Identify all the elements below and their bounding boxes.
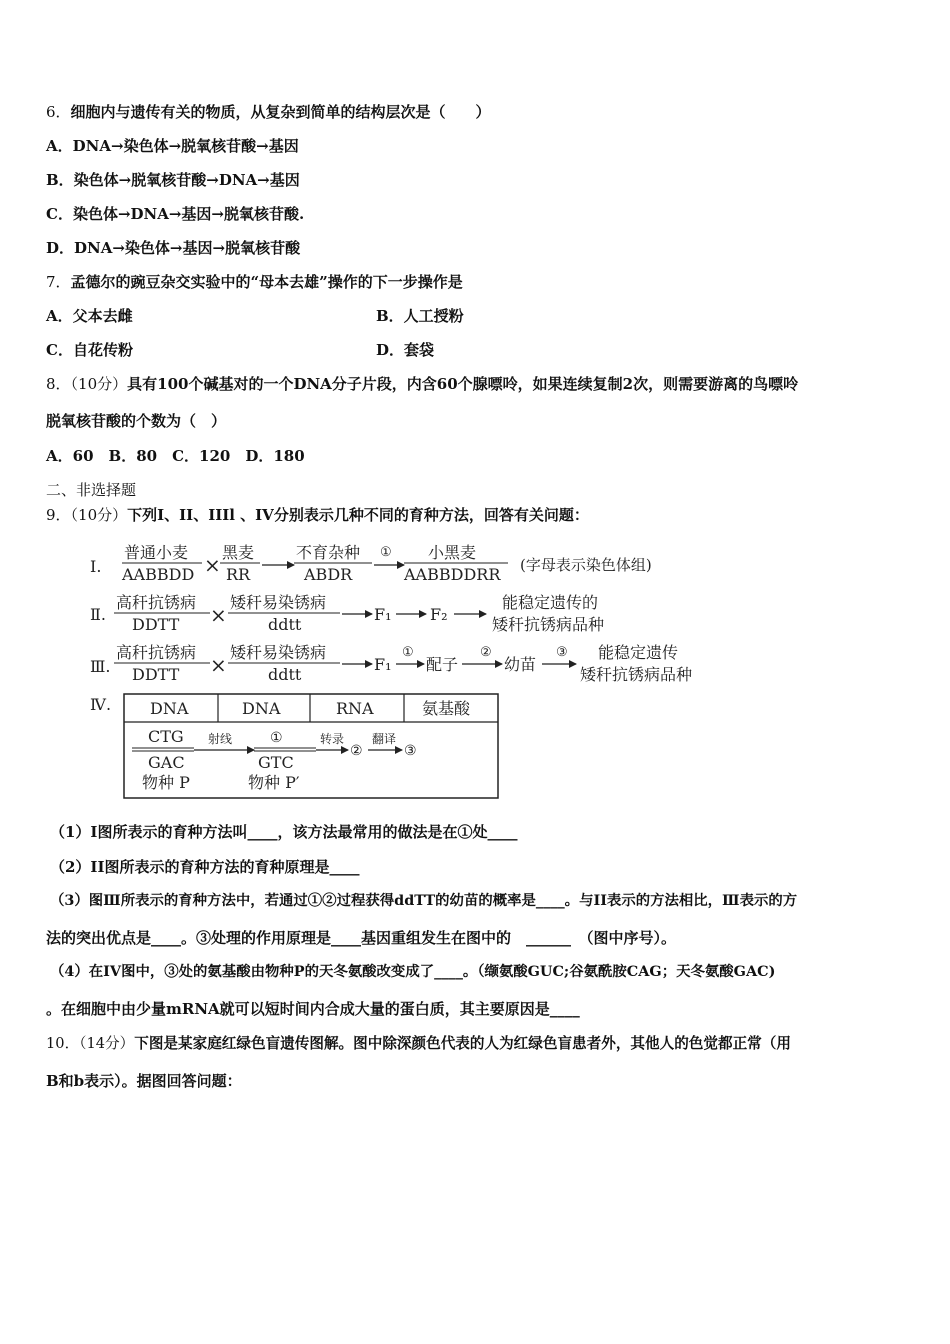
row4-mutation-site: ① bbox=[270, 730, 283, 746]
q7-stem: 孟德尔的豌豆杂交实验中的“母本去雄”操作的下一步操作是 bbox=[70, 273, 463, 291]
q6-stem: 细胞内与遗传有关的物质，从复杂到简单的结构层次是（ ） bbox=[70, 103, 491, 121]
row1-cross-sign: × bbox=[204, 553, 221, 577]
breeding-methods-figure bbox=[82, 538, 722, 802]
row4-species-p: 物种 P bbox=[142, 773, 190, 792]
row1-hybrid-genome: ABDR bbox=[304, 565, 353, 584]
q8-number: 8．（10分） bbox=[46, 375, 128, 393]
row4-strand-bottom-1: GAC bbox=[148, 753, 185, 772]
q7-stem-line bbox=[46, 272, 463, 292]
row1-hybrid-name: 不育杂种 bbox=[296, 543, 361, 562]
row2-result-2: 矮秆抗锈病品种 bbox=[492, 615, 605, 634]
section-heading: 二、非选择题 bbox=[46, 481, 137, 499]
row4-species-p-prime: 物种 P′ bbox=[248, 773, 300, 792]
row1-label: Ⅰ. bbox=[90, 557, 102, 576]
row4-translation-label: 翻译 bbox=[372, 732, 397, 746]
q7-option-c: C．自花传粉 bbox=[46, 341, 133, 359]
q7-option-a: A．父本去雌 bbox=[46, 307, 133, 325]
q7-option-d: D．套袋 bbox=[376, 341, 435, 359]
q8-stem-2: 脱氧核苷酸的个数为（ ） bbox=[46, 412, 227, 430]
row4-ray-label: 射线 bbox=[208, 732, 233, 746]
q9-subquestion-4b: 。在细胞中由少量mRNA就可以短时间内合成大量的蛋白质，其主要原因是____ bbox=[46, 1000, 580, 1018]
row4-strand-top-1: CTG bbox=[148, 727, 184, 746]
row3-step-3: ③ bbox=[556, 645, 568, 660]
row3-parent-b-name: 矮秆易染锈病 bbox=[230, 643, 327, 662]
row3-label: Ⅲ. bbox=[90, 657, 111, 676]
row2-cross-sign: × bbox=[210, 603, 227, 627]
row2-parent-b-name: 矮秆易染锈病 bbox=[230, 593, 327, 612]
row3-step-2: ② bbox=[480, 645, 492, 660]
q8-options: A．60 B．80 C．120 D．180 bbox=[46, 447, 305, 465]
row1-product-genome: AABBDDRR bbox=[404, 565, 501, 584]
row3-result-1: 能稳定遗传 bbox=[598, 643, 679, 662]
q10-stem-2: B和b表示）。据图回答问题： bbox=[46, 1072, 242, 1090]
q9-subquestion-4a: （4）在IV图中，③处的氨基酸由物种P的天冬氨酸改变成了____。（缬氨酸GUC;谷氨酰胺CAG；天冬氨酸GAC) bbox=[50, 963, 776, 980]
row2-parent-a-name: 高秆抗锈病 bbox=[116, 593, 197, 612]
row1-parent-b-name: 黑麦 bbox=[222, 543, 255, 562]
row4-header-amino-acid: 氨基酸 bbox=[422, 699, 471, 718]
row1-step-1: ① bbox=[380, 545, 392, 560]
q8-stem-line bbox=[46, 374, 798, 394]
row2-result-1: 能稳定遗传的 bbox=[502, 593, 599, 612]
row1-parent-a-name: 普通小麦 bbox=[124, 543, 189, 562]
q7-option-b: B．人工授粉 bbox=[376, 307, 464, 325]
row3-parent-b-genotype: ddtt bbox=[268, 665, 302, 684]
q9-subquestion-2: （2）II图所表示的育种方法的育种原理是____ bbox=[50, 858, 360, 876]
row4-header-dna-1: DNA bbox=[150, 699, 189, 718]
q9-subquestion-3a: （3）图Ⅲ所表示的育种方法中，若通过①②过程获得ddTT的幼苗的概率是____。与II表示的方法相比，Ⅲ表示的方 bbox=[50, 892, 798, 909]
q10-stem-line bbox=[46, 1034, 791, 1054]
row4-transcription-label: 转录 bbox=[320, 732, 345, 746]
q9-stem-line bbox=[46, 505, 589, 525]
row1-product-name: 小黑麦 bbox=[428, 543, 477, 562]
q6-option-b: B．染色体→脱氧核苷酸→DNA→基因 bbox=[46, 171, 300, 189]
row3-seedling: 幼苗 bbox=[504, 655, 537, 674]
row4-strand-bottom-2: GTC bbox=[258, 753, 294, 772]
q7-number: 7． bbox=[46, 273, 71, 291]
q8-stem-1: 具有100个碱基对的一个DNA分子片段，内含60个腺嘌呤，如果连续复制2次，则需要游离的鸟嘌呤 bbox=[127, 375, 799, 393]
row3-step-1: ① bbox=[402, 645, 414, 660]
q10-number: 10．（14分） bbox=[46, 1035, 135, 1052]
q6-option-a: A．DNA→染色体→脱氧核苷酸→基因 bbox=[46, 137, 299, 155]
q6-stem-line bbox=[46, 102, 491, 122]
row1-parent-a-genome: AABBDD bbox=[122, 565, 195, 584]
row2-f1: F₁ bbox=[374, 605, 392, 624]
row1-parent-b-genome: RR bbox=[226, 565, 251, 584]
q6-option-c: C．染色体→DNA→基因→脱氧核苷酸. bbox=[46, 205, 305, 223]
row2-parent-a-genotype: DDTT bbox=[132, 615, 180, 634]
row4-header-dna-2: DNA bbox=[242, 699, 281, 718]
q9-stem: 下列I、II、IIIl 、IV分别表示几种不同的育种方法，回答有关问题： bbox=[127, 506, 589, 524]
q9-subquestion-1: （1）I图所表示的育种方法叫____，该方法最常用的做法是在①处____ bbox=[50, 823, 518, 841]
row2-label: Ⅱ. bbox=[90, 605, 106, 624]
row3-f1: F₁ bbox=[374, 655, 392, 674]
q10-stem-1: 下图是某家庭红绿色盲遗传图解。图中除深颜色代表的人为红绿色盲患者外，其他人的色觉都正常（用 bbox=[134, 1035, 791, 1052]
row1-note: (字母表示染色体组) bbox=[520, 556, 652, 574]
row4-rna-site: ② bbox=[350, 743, 363, 759]
row3-gamete: 配子 bbox=[426, 655, 459, 674]
row2-f2: F₂ bbox=[430, 605, 448, 624]
row3-parent-a-name: 高秆抗锈病 bbox=[116, 643, 197, 662]
row3-parent-a-genotype: DDTT bbox=[132, 665, 180, 684]
row3-result-2: 矮秆抗锈病品种 bbox=[580, 665, 693, 684]
row4-label: Ⅳ. bbox=[90, 695, 112, 714]
q9-number: 9．（10分） bbox=[46, 506, 128, 524]
row4-amino-acid-site: ③ bbox=[404, 743, 417, 759]
row4-header-rna: RNA bbox=[336, 699, 374, 718]
q6-number: 6． bbox=[46, 103, 71, 121]
row2-parent-b-genotype: ddtt bbox=[268, 615, 302, 634]
row3-cross-sign: × bbox=[210, 653, 227, 677]
q6-option-d: D．DNA→染色体→基因→脱氧核苷酸 bbox=[46, 239, 301, 257]
q9-subquestion-3b: 法的突出优点是____。③处理的作用原理是____基因重组发生在图中的 ______ （图中序号）。 bbox=[46, 929, 677, 947]
